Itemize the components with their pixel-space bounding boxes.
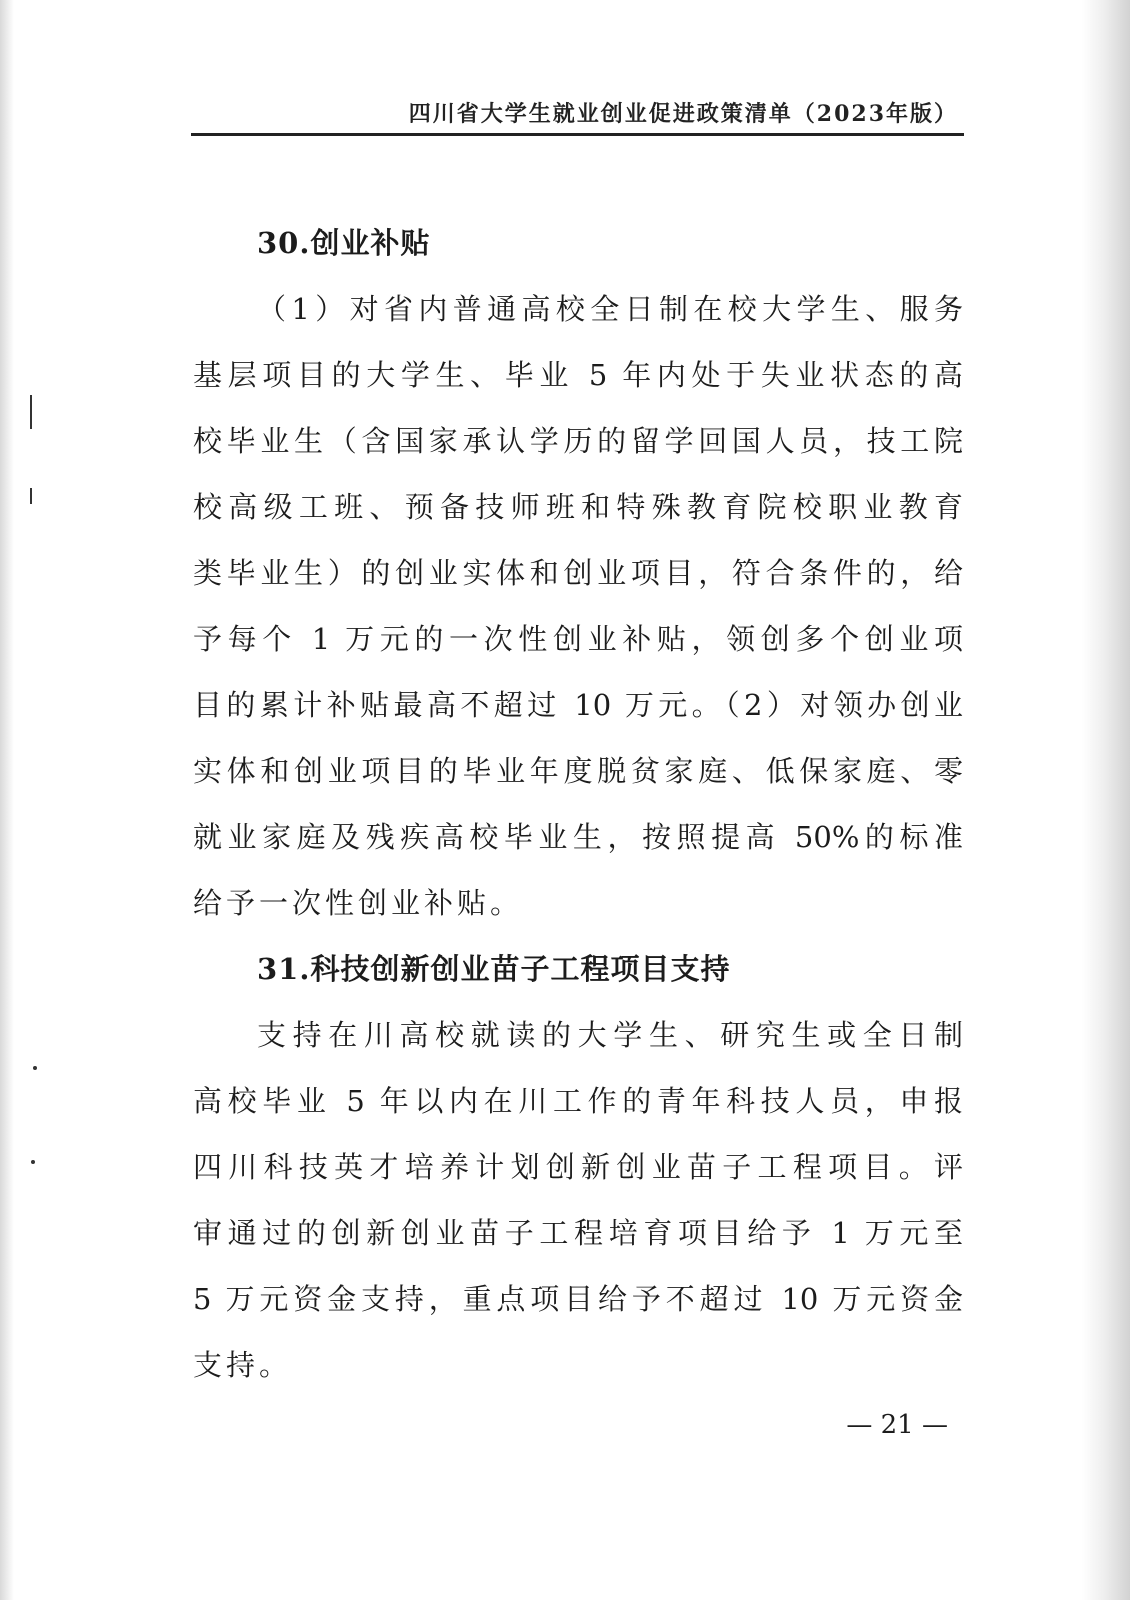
paragraph-line: 5 万元资金支持，重点项目给予不超过 10 万元资金 bbox=[193, 1282, 963, 1316]
paragraph-line: 就业家庭及残疾高校毕业生，按照提高 50%的标准 bbox=[193, 820, 963, 854]
paragraph-line: 实体和创业项目的毕业年度脱贫家庭、低保家庭、零 bbox=[193, 754, 963, 788]
paragraph-line: 给予一次性创业补贴。 bbox=[193, 886, 524, 920]
paragraph-line: 支持。 bbox=[193, 1348, 293, 1382]
paragraph-line: 支持在川高校就读的大学生、研究生或全日制 bbox=[257, 1018, 963, 1052]
paragraph-line: 校毕业生（含国家承认学历的留学回国人员，技工院 bbox=[193, 424, 963, 458]
paragraph-line: 四川科技英才培养计划创新创业苗子工程项目。评 bbox=[193, 1150, 963, 1184]
paragraph-line: 校高级工班、预备技师班和特殊教育院校职业教育 bbox=[193, 490, 963, 524]
paragraph-line: 目的累计补贴最高不超过 10 万元。（2）对领办创业 bbox=[193, 688, 963, 722]
paragraph-line: 审通过的创新创业苗子工程培育项目给予 1 万元至 bbox=[193, 1216, 963, 1250]
scan-left-edge bbox=[0, 0, 14, 1600]
margin-mark bbox=[30, 488, 32, 504]
paragraph-line: 高校毕业 5 年以内在川工作的青年科技人员，申报 bbox=[193, 1084, 963, 1118]
margin-mark bbox=[33, 1066, 37, 1070]
running-header-title: 四川省大学生就业创业促进政策清单（2023年版） bbox=[408, 101, 958, 127]
header-rule bbox=[191, 133, 964, 136]
section-31 bbox=[193, 936, 963, 1398]
paragraph-line: 类毕业生）的创业实体和创业项目，符合条件的，给 bbox=[193, 556, 963, 590]
page-content bbox=[193, 210, 963, 1398]
margin-mark bbox=[31, 1160, 35, 1164]
page-number: — 21 — bbox=[846, 1410, 948, 1440]
section-heading: 30.创业补贴 bbox=[257, 226, 431, 260]
section-30 bbox=[193, 210, 963, 936]
scan-right-edge bbox=[1082, 0, 1130, 1600]
margin-mark bbox=[30, 395, 32, 429]
paragraph-line: 予每个 1 万元的一次性创业补贴，领创多个创业项 bbox=[193, 622, 963, 656]
paragraph-line: 基层项目的大学生、毕业 5 年内处于失业状态的高 bbox=[193, 358, 963, 392]
paragraph-line: （1）对省内普通高校全日制在校大学生、服务 bbox=[257, 292, 963, 326]
section-heading: 31.科技创新创业苗子工程项目支持 bbox=[257, 952, 731, 986]
